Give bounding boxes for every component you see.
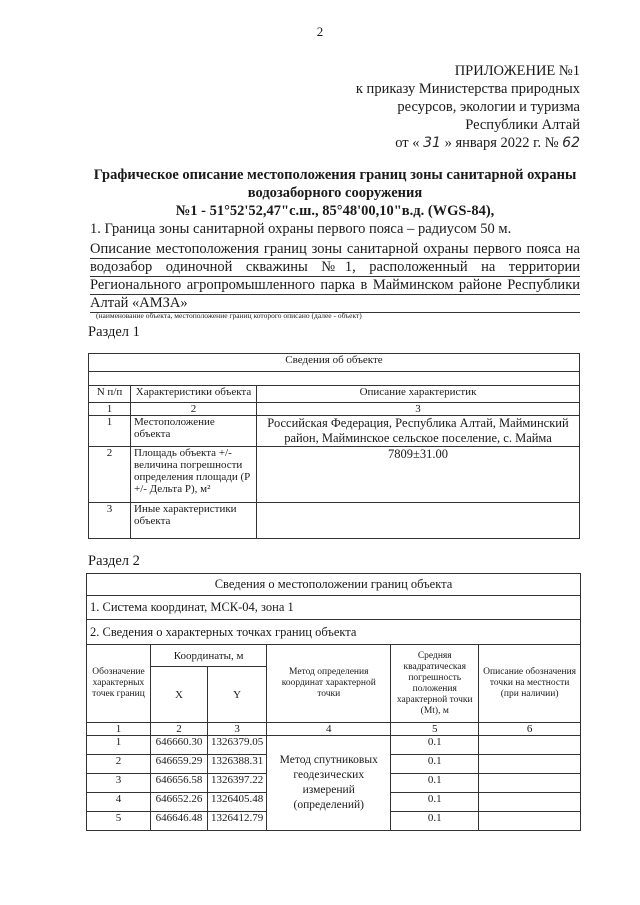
point-y: 1326379.05 — [208, 736, 267, 755]
point-description — [479, 774, 581, 793]
table-row — [87, 736, 581, 755]
handwritten-number: 62 — [562, 135, 580, 151]
column-header: X — [151, 667, 208, 723]
characteristic-value: Российская Федерация, Республика Алтай, Майминский район, Майминское сельское поселение, с. Майма — [257, 416, 580, 447]
column-number: 1 — [89, 403, 131, 416]
characteristic-value — [257, 503, 580, 539]
point-id: 3 — [87, 774, 151, 793]
column-header: Характеристики объекта — [131, 386, 257, 403]
appendix-line: ресурсов, экологии и туризма — [397, 99, 580, 115]
column-header: N п/п — [89, 386, 131, 403]
object-info-table — [88, 353, 580, 539]
point-id: 2 — [87, 755, 151, 774]
description-note: (наименование объекта, местоположение границ которого описано (далее - объект) — [96, 311, 362, 320]
point-x: 646656.58 — [151, 774, 208, 793]
object-description — [90, 241, 580, 313]
column-header: Описание характеристик — [257, 386, 580, 403]
point-description — [479, 812, 581, 831]
point-x: 646646.48 — [151, 812, 208, 831]
column-number: 2 — [131, 403, 257, 416]
column-number: 3 — [208, 723, 267, 736]
point-accuracy: 0.1 — [391, 736, 479, 755]
section2-label: Раздел 2 — [88, 553, 140, 569]
table-header: Сведения о местоположении границ объекта — [87, 574, 581, 596]
description-line: водозабор одиночной скважины №1, расположенный на территории — [90, 259, 580, 275]
title-line: Графическое описание местоположения границ зоны санитарной охраны — [93, 167, 577, 183]
appendix-line: Республики Алтай — [465, 117, 580, 133]
column-number: 5 — [391, 723, 479, 736]
row-number: 1 — [89, 416, 131, 447]
column-header: Средняя квадратическая погрешность положения характерной точки (Mt), м — [391, 645, 479, 723]
page-number: 2 — [316, 24, 324, 39]
points-header: 2. Сведения о характерных точках границ объекта — [87, 620, 581, 645]
point-accuracy: 0.1 — [391, 755, 479, 774]
point-id: 4 — [87, 793, 151, 812]
point-x: 646652.26 — [151, 793, 208, 812]
point-accuracy: 0.1 — [391, 793, 479, 812]
table-row — [89, 503, 580, 539]
column-number: 2 — [151, 723, 208, 736]
characteristic-name: Площадь объекта +/- величина погрешности определения площади (Р +/- Дельта Р), м² — [131, 447, 257, 503]
handwritten-day: 31 — [423, 135, 441, 151]
title-coordinates: №1 - 51°52'52,47"с.ш., 85°48'00,10"в.д. (WGS-84), — [175, 203, 495, 219]
section1-label: Раздел 1 — [88, 324, 140, 340]
description-line: Регионального агропромышленного парка в Майминском районе Республики — [90, 277, 580, 293]
zone-boundary-line: 1. Граница зоны санитарной охраны первого пояса – радиусом 50 м. — [90, 221, 512, 237]
point-description — [479, 793, 581, 812]
table-header: Сведения об объекте — [89, 354, 580, 372]
row-number: 3 — [89, 503, 131, 539]
table-row — [89, 447, 580, 503]
column-number: 1 — [87, 723, 151, 736]
point-x: 646659.29 — [151, 755, 208, 774]
point-y: 1326412.79 — [208, 812, 267, 831]
column-number: 3 — [257, 403, 580, 416]
appendix-line: к приказу Министерства природных — [355, 81, 580, 97]
column-number: 6 — [479, 723, 581, 736]
table-row — [89, 416, 580, 447]
point-accuracy: 0.1 — [391, 774, 479, 793]
column-header: Координаты, м — [151, 645, 267, 667]
description-line: Описание местоположения границ зоны санитарной охраны первого пояса на — [90, 241, 580, 257]
order-date-line — [330, 134, 580, 152]
column-number: 4 — [267, 723, 391, 736]
column-header: Метод определения координат характерной точки — [267, 645, 391, 723]
characteristic-value: 7809±31.00 — [257, 447, 580, 503]
coordinate-system: 1. Система координат, МСК-04, зона 1 — [87, 596, 581, 620]
point-id: 5 — [87, 812, 151, 831]
characteristic-name: Местоположение объекта — [131, 416, 257, 447]
point-id: 1 — [87, 736, 151, 755]
description-line: Алтай «АМЗА» — [90, 295, 580, 313]
point-description — [479, 736, 581, 755]
point-y: 1326397.22 — [208, 774, 267, 793]
column-header: Y — [208, 667, 267, 723]
column-header: Описание обозначения точки на местности (при наличии) — [479, 645, 581, 723]
document-title — [70, 166, 600, 220]
point-y: 1326388.31 — [208, 755, 267, 774]
spacer-row — [89, 372, 580, 386]
point-x: 646660.30 — [151, 736, 208, 755]
point-y: 1326405.48 — [208, 793, 267, 812]
point-accuracy: 0.1 — [391, 812, 479, 831]
date-suffix: » января 2022 г. № — [444, 135, 559, 151]
boundary-points-table — [86, 573, 581, 831]
appendix-title: ПРИЛОЖЕНИЕ №1 — [454, 63, 580, 79]
characteristic-name: Иные характеристики объекта — [131, 503, 257, 539]
date-prefix: от « — [395, 135, 420, 151]
title-line: водозаборного сооружения — [247, 185, 423, 201]
measurement-method: Метод спутниковых геодезических измерений (определений) — [267, 736, 391, 831]
row-number: 2 — [89, 447, 131, 503]
point-description — [479, 755, 581, 774]
appendix-header — [330, 62, 580, 152]
column-header: Обозначение характерных точек границ — [87, 645, 151, 723]
